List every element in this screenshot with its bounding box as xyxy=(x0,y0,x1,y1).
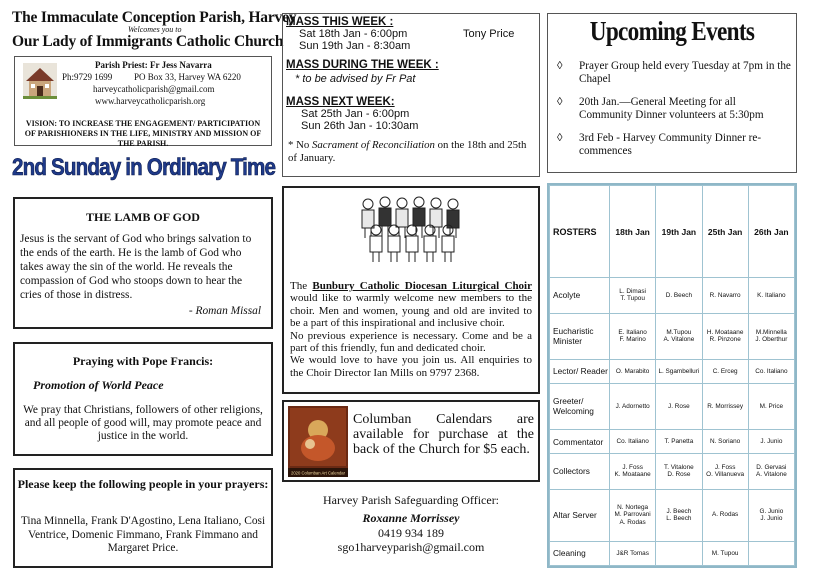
roster-column-header: 19th Jan xyxy=(656,186,702,278)
safeguarding-email[interactable]: sgo1harveyparish@gmail.com xyxy=(337,540,485,554)
roster-column-header: 26th Jan xyxy=(748,186,794,278)
roster-cell xyxy=(748,541,794,565)
roster-cell: Co. Italiano xyxy=(610,429,656,453)
roster-cell: J. Beech L. Beech xyxy=(656,489,702,541)
church-name: Our Lady of Immigrants Catholic Church xyxy=(12,33,284,50)
roster-role: Eucharistic Minister xyxy=(550,313,610,359)
roster-cell: R. Navarro xyxy=(702,278,748,314)
roster-cell: N. Nortega M. Parrovani A. Rodas xyxy=(610,489,656,541)
pope-subtitle: Promotion of World Peace xyxy=(33,378,164,392)
reconciliation-note xyxy=(288,139,535,165)
note-prefix: * No xyxy=(288,139,312,151)
choir-contact: We would love to have you join us. All enquiries to the Choir Director Ian Mills on 9797 2368. xyxy=(290,354,532,379)
roster-cell: L. Sgambelluri xyxy=(656,359,702,383)
roster-cell: E. Italiano F. Marino xyxy=(610,313,656,359)
sunday-title: 2nd Sunday in Ordinary Time xyxy=(12,154,276,181)
event-text: Prayer Group held every Tuesday at 7pm in the Chapel xyxy=(579,60,791,85)
mass-during-heading: MASS DURING THE WEEK : xyxy=(286,59,439,71)
welcome-line: Welcomes you to xyxy=(128,25,182,34)
roster-row xyxy=(550,359,795,383)
mass-times-box xyxy=(282,13,540,177)
diamond-bullet-icon: ◊ xyxy=(557,60,563,72)
diamond-bullet-icon: ◊ xyxy=(557,96,563,108)
roster-cell: K. Italiano xyxy=(748,278,794,314)
choir-text xyxy=(290,280,532,379)
parish-vision: VISION: TO INCREASE THE ENGAGEMENT/ PARTICIPATION OF PARISHIONERS IN THE LIFE, MINISTRY AND MISSION OF THE PARISH. xyxy=(24,119,262,148)
roster-cell: M.Minnella J. Oberthur xyxy=(748,313,794,359)
roster-table xyxy=(547,183,797,568)
roster-cell: J. Rose xyxy=(656,383,702,429)
prayers-names: Tina Minnella, Frank D'Agostino, Lena Italiano, Cosi Ventrice, Domenic Fimmano, Frank Fimmano and Margaret Price. xyxy=(20,515,266,554)
roster-row xyxy=(550,541,795,565)
roster-role: Acolyte xyxy=(550,278,610,314)
parish-name: The Immaculate Conception Parish, Harvey xyxy=(12,9,297,26)
calendar-image xyxy=(288,406,348,477)
mass-this-week-heading: MASS THIS WEEK : xyxy=(286,16,394,28)
event-item xyxy=(557,132,792,158)
pope-text: We pray that Christians, followers of other religions, and all people of good will, may promote peace and justice in the world. xyxy=(23,404,263,442)
safeguarding-label: Harvey Parish Safeguarding Officer: xyxy=(322,493,500,507)
roster-row xyxy=(550,313,795,359)
roster-role: Greeter/ Welcoming xyxy=(550,383,610,429)
roster-cell xyxy=(656,541,702,565)
roster-cell: M.Tupou A. Vitalone xyxy=(656,313,702,359)
roster-cell: A. Rodas xyxy=(702,489,748,541)
mass-during-text: * to be advised by Fr Pat xyxy=(295,73,416,85)
roster-cell: G. Junio J. Junio xyxy=(748,489,794,541)
mass-next-sun: Sun 26th Jan - 10:30am xyxy=(301,120,419,132)
mass-next-heading: MASS NEXT WEEK: xyxy=(286,96,395,108)
lamb-of-god-box xyxy=(13,197,273,329)
pope-title: Praying with Pope Francis: xyxy=(72,354,214,368)
prayers-title: Please keep the following people in your prayers: xyxy=(17,477,269,491)
upcoming-events-box xyxy=(547,13,797,173)
roster-cell: C. Erceg xyxy=(702,359,748,383)
choir-experience: No previous experience is necessary. Come and be a part of this friendly, fun and dedicated choir. xyxy=(290,329,532,355)
roster-row xyxy=(550,454,795,490)
mass-this-week-person: Tony Price xyxy=(463,28,515,40)
parish-po-box: PO Box 33, Harvey WA 6220 xyxy=(134,72,241,82)
roster-role: Collectors xyxy=(550,454,610,490)
roster-row xyxy=(550,278,795,314)
choir-lead: The xyxy=(290,280,313,292)
roster-row xyxy=(550,383,795,429)
roster-cell: J. Foss O. Villanueva xyxy=(702,454,748,490)
pope-prayer-box xyxy=(13,342,273,456)
choir-name: Bunbury Catholic Diocesan Liturgical Choir xyxy=(312,280,532,292)
roster-cell: J. Junio xyxy=(748,429,794,453)
note-suffix: on the 18th and 25th of January. xyxy=(288,139,527,164)
roster-cell: T. Panetta xyxy=(656,429,702,453)
roster-column-header: 25th Jan xyxy=(702,186,748,278)
choir-box xyxy=(282,186,540,394)
roster-heading: ROSTERS xyxy=(550,186,610,278)
roster-cell: Co. Italiano xyxy=(748,359,794,383)
mass-this-week-sat: Sat 18th Jan - 6:00pm xyxy=(299,28,408,40)
safeguarding-name: Roxanne Morrissey xyxy=(362,511,460,525)
church-house-icon xyxy=(23,63,57,99)
roster-cell: J. Adornetto xyxy=(610,383,656,429)
event-text: 3rd Feb - Harvey Community Dinner re-commences xyxy=(579,132,762,157)
roster-cell: J&R Tomas xyxy=(610,541,656,565)
roster-cell: T. Vitalone D. Rose xyxy=(656,454,702,490)
roster-cell: L. Dimasi T. Tupou xyxy=(610,278,656,314)
roster-cell: R. Morrissey xyxy=(702,383,748,429)
roster-cell: M. Price xyxy=(748,383,794,429)
note-sacrament: Sacrament of Reconciliation xyxy=(312,139,435,151)
roster-role: Altar Server xyxy=(550,489,610,541)
roster-cell: O. Marabito xyxy=(610,359,656,383)
lamb-source: - Roman Missal xyxy=(188,305,261,317)
roster-cell: D. Gervasi A. Vitalone xyxy=(748,454,794,490)
choir-singers-icon xyxy=(354,192,472,264)
parish-phone: Ph:9729 1699 xyxy=(62,72,113,82)
parish-info-box xyxy=(14,56,272,146)
roster-body xyxy=(550,278,795,566)
events-title: Upcoming Events xyxy=(589,16,755,46)
parish-email[interactable]: harveycatholicparish@gmail.com xyxy=(93,84,215,94)
lamb-text: Jesus is the servant of God who brings salvation to the ends of the earth. He is the lamb of God who takes away the sin of the world. He reveals the compassion of God who stoops down to hear the cries of those in distress. xyxy=(20,233,252,301)
safeguarding-phone: 0419 934 189 xyxy=(378,526,444,540)
event-item xyxy=(557,60,792,86)
roster-role: Lector/ Reader xyxy=(550,359,610,383)
mass-this-week-sun: Sun 19th Jan - 8:30am xyxy=(299,40,411,52)
roster-role: Cleaning xyxy=(550,541,610,565)
prayers-box xyxy=(13,468,273,568)
diamond-bullet-icon: ◊ xyxy=(557,132,563,144)
roster-role: Commentator xyxy=(550,429,610,453)
parish-priest: Parish Priest: Fr Jess Navarra xyxy=(95,60,212,70)
calendar-text: Columban Calendars are available for purchase at the back of the Church for $5 each. xyxy=(353,412,534,457)
lamb-title: THE LAMB OF GOD xyxy=(86,210,200,224)
roster-cell: D. Beech xyxy=(656,278,702,314)
choir-invite: would like to warmly welcome new members to the choir. Men and women, young and old are invited to be a part of this inspirational and inclusive choir. xyxy=(290,292,532,330)
roster-cell: H. Moataane R. Pinzone xyxy=(702,313,748,359)
event-text: 20th Jan.—General Meeting for all Community Dinner volunteers at 5:30pm xyxy=(579,96,764,121)
roster-column-header: 18th Jan xyxy=(610,186,656,278)
mass-next-sat: Sat 25th Jan - 6:00pm xyxy=(301,108,410,120)
roster-cell: M. Tupou xyxy=(702,541,748,565)
roster-cell: N. Soriano xyxy=(702,429,748,453)
calendar-caption: 2020 Columban Art Calendar xyxy=(290,470,346,476)
parish-website[interactable]: www.harveycatholicparish.org xyxy=(95,96,206,106)
roster-cell: J. Foss K. Moataane xyxy=(610,454,656,490)
event-item xyxy=(557,96,792,122)
roster-row xyxy=(550,429,795,453)
roster-row xyxy=(550,489,795,541)
calendar-box xyxy=(282,400,540,482)
